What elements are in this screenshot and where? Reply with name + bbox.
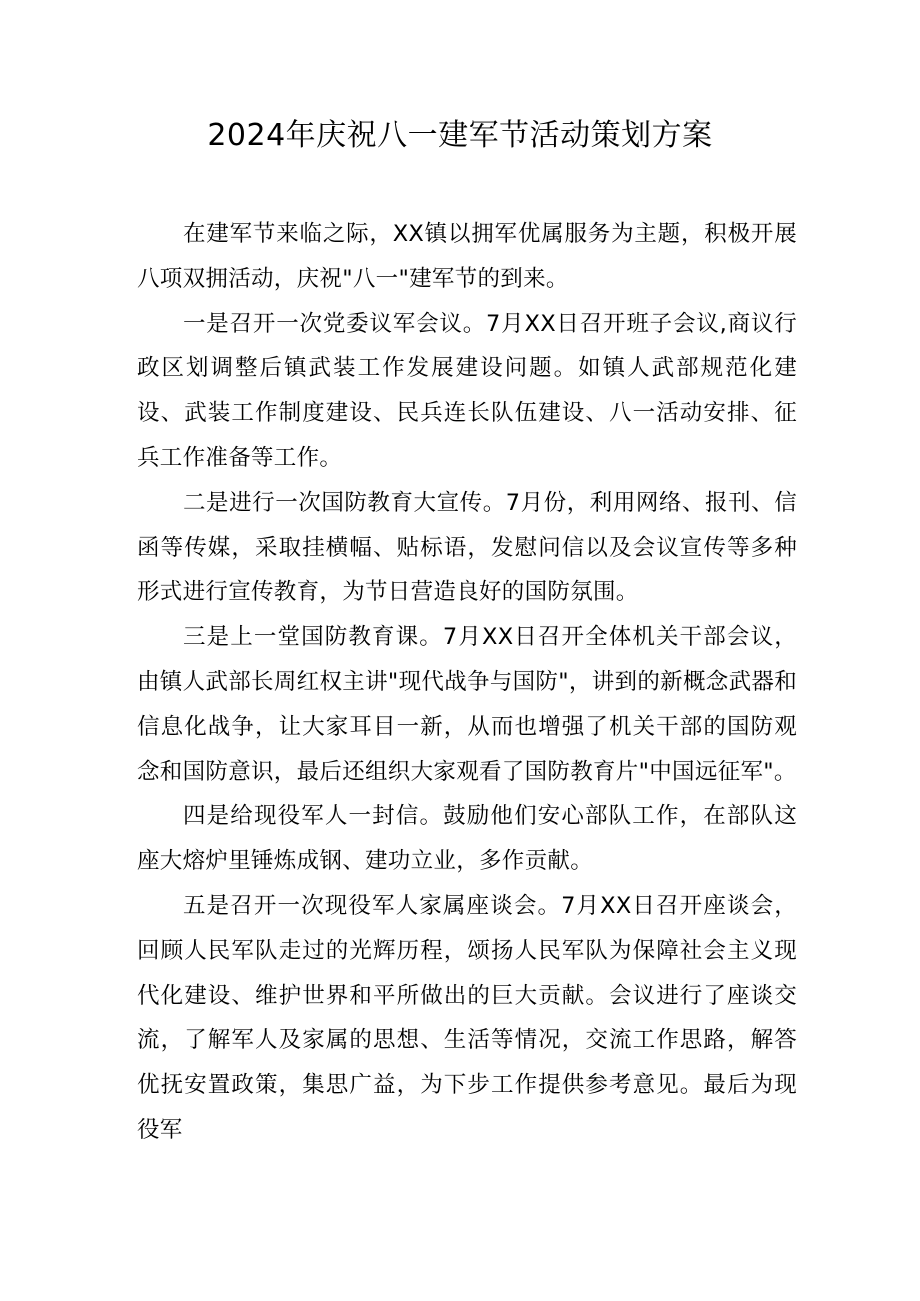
paragraph-item-4: 四是给现役军人一封信。鼓励他们安心部队工作，在部队这座大熔炉里锤炼成钢、建功立业，多作贡献。 [137,803,797,875]
paragraph-item-3: 三是上一堂国防教育课。7月XX日召开全体机关干部会议，由镇人武部长周红权主讲"现代战争与国防"，讲到的新概念武器和信息化战争，让大家耳目一新，从而也增强了机关干部的国防观念和国防意识，最后还组织大家观看了国防教育片"中国远征军"。 [137,624,797,785]
document-body [137,212,797,1153]
paragraph-intro: 在建军节来临之际，XX镇以拥军优属服务为主题，积极开展八项双拥活动，庆祝"八一"建军节的到来。 [137,221,797,292]
paragraph-item-2: 二是进行一次国防教育大宣传。7月份，利用网络、报刊、信函等传媒，采取挂横幅、贴标语，发慰问信以及会议宣传等多种形式进行宣传教育，为节日营造良好的国防氛围。 [137,489,797,606]
paragraph-item-1: 一是召开一次党委议军会议。7月XX日召开班子会议,商议行政区划调整后镇武装工作发展建设问题。如镇人武部规范化建设、武装工作制度建设、民兵连长队伍建设、八一活动安排、征兵工作准备等工作。 [137,310,797,471]
document-title: 2024年庆祝八一建军节活动策划方案 [207,118,713,153]
paragraph-item-5: 五是召开一次现役军人家属座谈会。7月XX日召开座谈会，回顾人民军队走过的光辉历程，颂扬人民军队为保障社会主义现代化建设、维护世界和平所做出的巨大贡献。会议进行了座谈交流，了解军人及家属的思想、生活等情况，交流工作思路，解答优抚安置政策，集思广益，为下步工作提供参考意见。最后为现役军 [137,892,797,1143]
